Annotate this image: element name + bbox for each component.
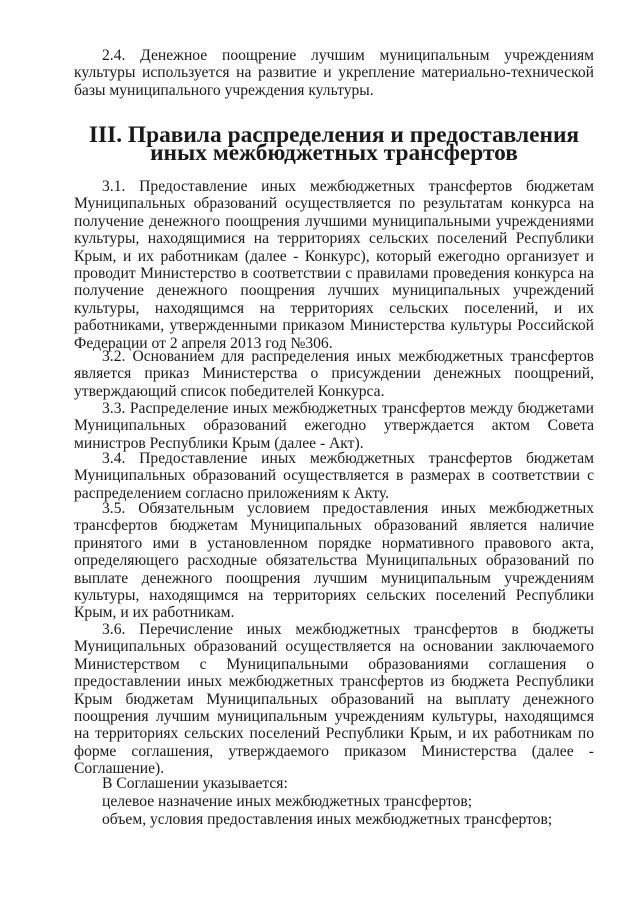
paragraph-3-1: 3.1. Предоставление иных межбюджетных трансфертов бюджетам Муниципальных образований осуществляется по результатам конкурса на получение денежного поощрения лучшими муниципальными учреждениями культуры, находящимися на территориях сельских поселений Республики Крым, и их работникам (далее - Конкурс), который ежегодно организует и проводит Министерство в соответствии с правилами проведения конкурса на получение денежного поощрения лучших муниципальных учреждений культуры, находящимся на территориях сельских поселений, и их работниками, утвержденными приказом Министерства культуры Российской Федерации от 2 апреля 2013 год №306. xyxy=(74,178,594,352)
agreement-intro: В Соглашении указывается: xyxy=(102,775,288,792)
paragraph-2-4: 2.4. Денежное поощрение лучшим муниципальным учреждениям культуры используется на развитие и укрепление материально-технической базы муниципального учреждения культуры. xyxy=(74,47,594,99)
paragraph-3-5: 3.5. Обязательным условием предоставления иных межбюджетных трансфертов бюджетам Муниципальных образований является наличие принятого ими в установленном порядке нормативного правового акта, определяющего расходные обязательства Муниципальных образований по выплате денежного поощрения лучшим муниципальным учреждениям культуры, находящимся на территориях сельских поселений Республики Крым, и их работникам. xyxy=(74,500,594,622)
paragraph-3-6: 3.6. Перечисление иных межбюджетных трансфертов в бюджеты Муниципальных образований осуществляется на основании заключаемого Министерством с Муниципальными образованиями соглашения о предоставлении иных межбюджетных трансфертов из бюджета Республики Крым бюджетам Муниципальных образований на выплату денежного поощрения лучшим муниципальным учреждениям культуры, находящимся на территориях сельских поселений Республики Крым, и их работникам по форме соглашения, утверждаемого приказом Министерства (далее - Соглашение). xyxy=(74,621,594,778)
paragraph-3-3: 3.3. Распределение иных межбюджетных трансфертов между бюджетами Муниципальных образований ежегодно утверждается актом Совета министров Республики Крым (далее - Акт). xyxy=(74,400,594,452)
list-item-volume: объем, условия предоставления иных межбюджетных трансфертов; xyxy=(102,811,553,828)
list-item-purpose: целевое назначение иных межбюджетных трансфертов; xyxy=(102,793,473,810)
paragraph-3-4: 3.4. Предоставление иных межбюджетных трансфертов бюджетам Муниципальных образований осуществляется в размерах в соответствии с распределением согласно приложениям к Акту. xyxy=(74,450,594,502)
section-heading: III. Правила распределения и предоставления иных межбюджетных трансфертов xyxy=(88,122,580,166)
paragraph-3-2: 3.2. Основанием для распределения иных межбюджетных трансфертов является приказ Министерства о присуждении денежных поощрений, утверждающий список победителей Конкурса. xyxy=(74,348,594,400)
